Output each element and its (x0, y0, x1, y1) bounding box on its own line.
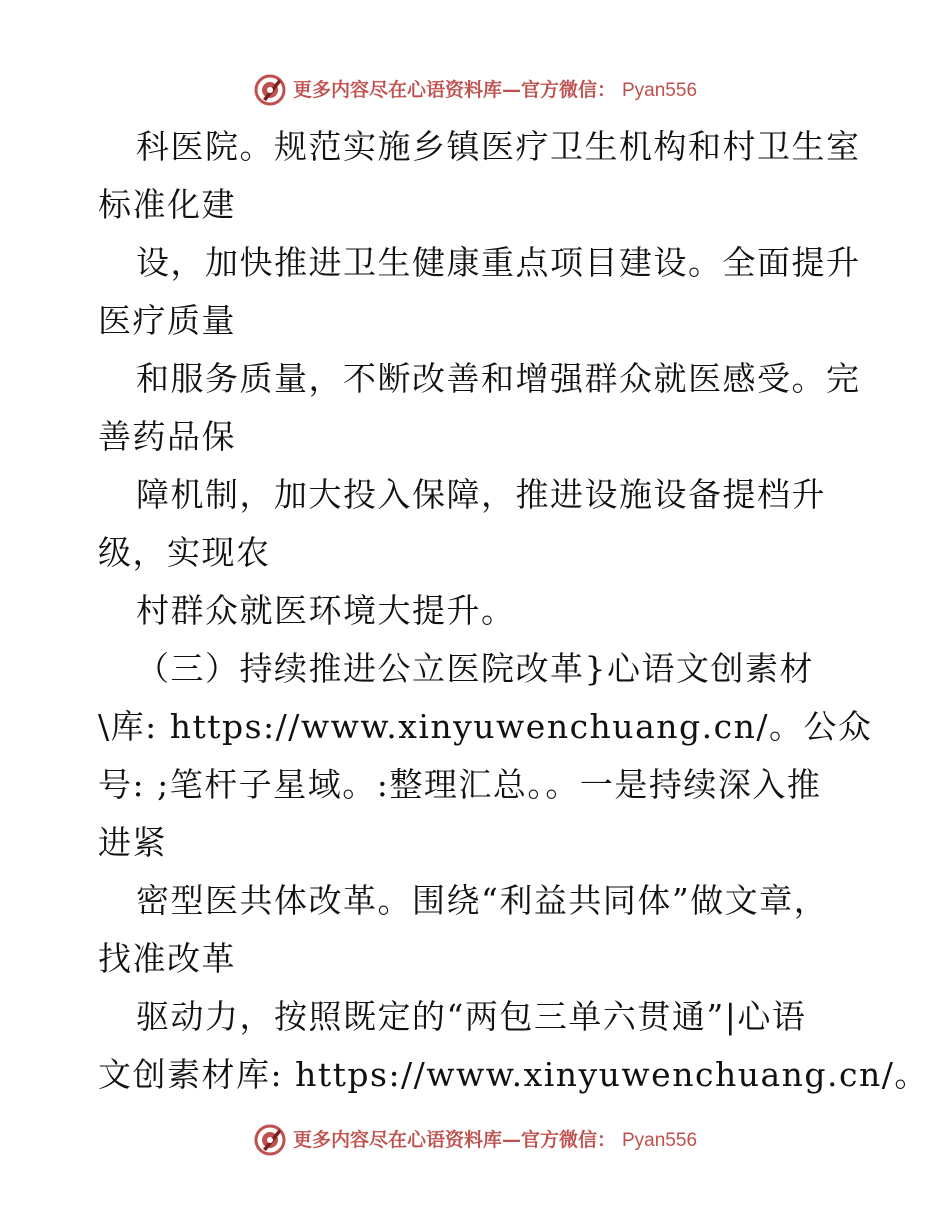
watermark-account: Pyan556 (622, 79, 698, 101)
quill-logo-icon (253, 73, 287, 107)
section-heading-line: （三）持续推进公立医院改革}心语文创素材 (136, 649, 814, 688)
quill-logo-icon (253, 1123, 287, 1157)
paragraph-line: 科医院。规范实施乡镇医疗卫生机构和村卫生室 (136, 127, 861, 166)
paragraph-line: 和服务质量，不断改善和增强群众就医感受。完 (136, 359, 861, 398)
paragraph-line: 障机制，加大投入保障，推进设施设备提档升 (136, 475, 826, 514)
paragraph-line: 文创素材库: https://www.xinyuwenchuang.cn/。 (98, 1055, 929, 1094)
watermark-footer (0, 1120, 950, 1160)
paragraph-line: 标准化建 (98, 185, 236, 224)
paragraph-line: 设，加快推进卫生健康重点项目建设。全面提升 (136, 243, 861, 282)
paragraph-line: 善药品保 (98, 417, 236, 456)
paragraph-line: 号: ;笔杆子星域。:整理汇总。。一是持续深入推 (98, 765, 822, 804)
paragraph-line: 医疗质量 (98, 301, 236, 340)
watermark-header (0, 70, 950, 110)
document-body (98, 118, 929, 1104)
paragraph-line: 村群众就医环境大提升。 (136, 591, 516, 630)
paragraph-line: 进紧 (98, 823, 167, 862)
watermark-account: Pyan556 (622, 1129, 698, 1151)
paragraph-line: 密型医共体改革。围绕“利益共同体”做文章， (136, 881, 829, 920)
watermark-text: 更多内容尽在心语资料库—官方微信： (292, 78, 616, 101)
paragraph-line: \库: https://www.xinyuwenchuang.cn/。公众 (98, 707, 873, 746)
watermark-text: 更多内容尽在心语资料库—官方微信： (292, 1128, 616, 1151)
paragraph-line: 找准改革 (98, 939, 236, 978)
paragraph-line: 级，实现农 (98, 533, 271, 572)
paragraph-line: 驱动力，按照既定的“两包三单六贯通”|心语 (136, 997, 807, 1036)
